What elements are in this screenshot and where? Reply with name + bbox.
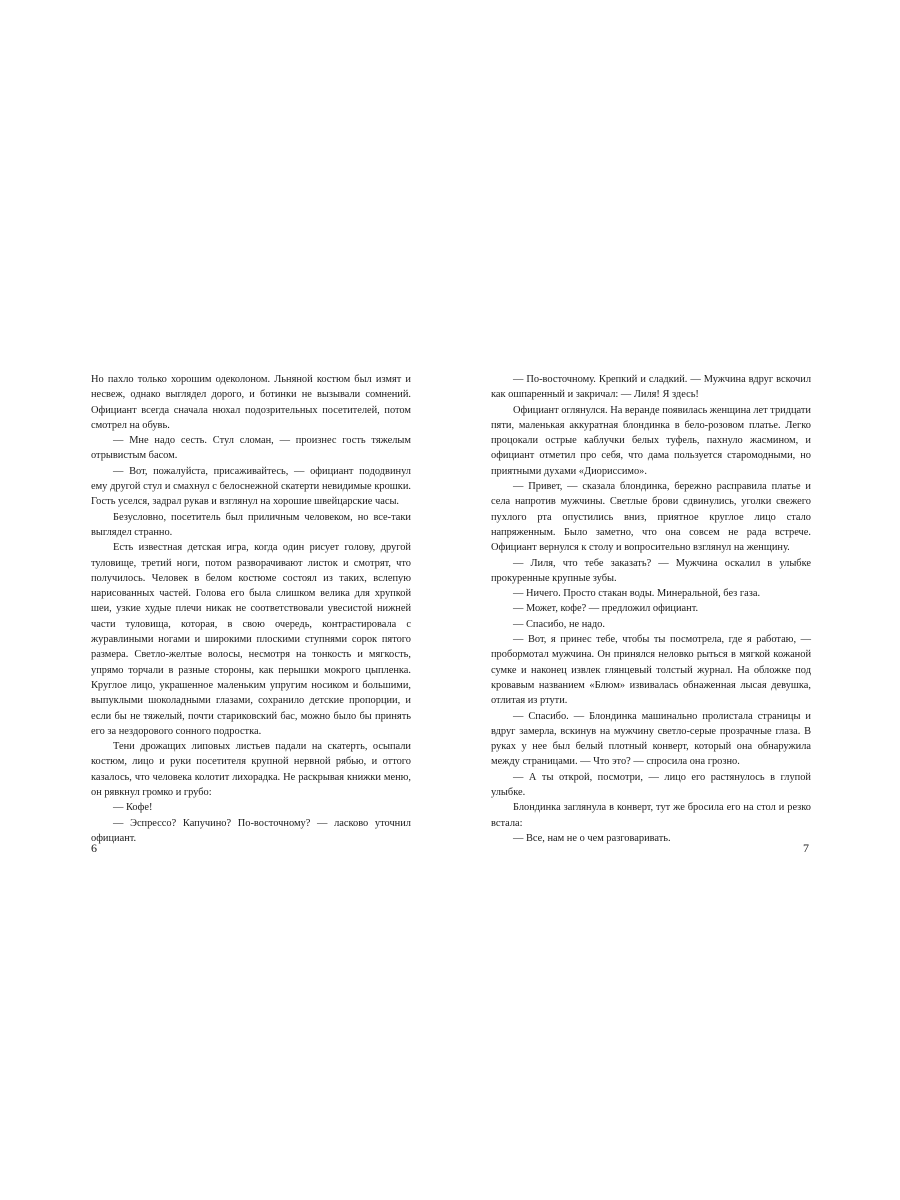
paragraph: Тени дрожащих липовых листьев падали на скатерть, осыпали костюм, лицо и руки посетителя крупной нервной рябью, и оттого казалось, что человека колотит лихорадка. Не раскрывая книжки меню, он рявкнул громко и грубо: xyxy=(91,741,411,799)
paragraph: — Кофе! xyxy=(113,802,153,814)
paragraph: — Может, кофе? — предложил официант. xyxy=(513,603,699,615)
paragraph: Есть известная детская игра, когда один рисует голову, другой туловище, третий ноги, потом разворачивают листок и смотрят, что получилось. Человек в белом костюме состоял из таких, вслепую нарисованных частей. Голова его была слишком велика для хрупкой шеи, узкие худые плечи никак не соответствовали увесистой нижней части туловища, которая, в свою очередь, контрастировала с журавлиными ногами и широкими плоскими ступнями сорок пятого размера. Светло-желтые волосы, несмотря на тонкость и мягкость, упрямо торчали в разные стороны, как перышки мокрого цыпленка. Круглое лицо, украшенное маленьким упругим носиком и большими, выпуклыми шоколадными глазами, сохранило детские пропорции, и если бы не тяжелый, почти стариковский бас, можно было бы принять его за нездорового сонного подростка. xyxy=(91,542,411,737)
paragraph: — Спасибо. — Блондинка машинально пролистала страницы и вдруг замерла, вскинув на мужчину светло-серые прозрачные глаза. В руках у нее был белый плотный конверт, который она обнаружила между страницами. — Что это? — спросила она грозно. xyxy=(491,710,811,768)
paragraph: — По-восточному. Крепкий и сладкий. — Мужчина вдруг вскочил как ошпаренный и закричал: — Лиля! Я здесь! xyxy=(491,374,811,401)
paragraph: — Спасибо, не надо. xyxy=(513,618,605,630)
paragraph: Блондинка заглянула в конверт, тут же бросила его на стол и резко встала: xyxy=(491,802,811,829)
page-number-left: 6 xyxy=(91,841,97,855)
paragraph: — Лиля, что тебе заказать? — Мужчина оскалил в улыбке прокуренные крупные зубы. xyxy=(491,557,811,584)
page-number-right: 7 xyxy=(803,841,809,855)
paragraph: — Ничего. Просто стакан воды. Минеральной, без газа. xyxy=(513,588,761,600)
right-page-text xyxy=(491,372,811,846)
paragraph: — Вот, пожалуйста, присаживайтесь, — официант пододвинул ему другой стул и смахнул с белоснежной скатерти невидимые крошки. Гость уселся, задрал рукав и взглянул на хорошие швейцарские часы. xyxy=(91,465,411,508)
paragraph: — Эспрессо? Капучино? По-восточному? — ласково уточнил официант. xyxy=(91,817,411,844)
paragraph: Официант оглянулся. На веранде появилась женщина лет тридцати пяти, маленькая аккуратная блондинка в бело-розовом платье. Легко процокали острые каблучки белых туфель, пахнуло жасмином, и официант отметил про себя, что дама пользуется старомодными, но приятными духами «Диориссимо». xyxy=(491,404,811,477)
left-page-text xyxy=(91,372,411,846)
paragraph: Безусловно, посетитель был приличным человеком, но все-таки выглядел странно. xyxy=(91,511,411,538)
paragraph: — Вот, я принес тебе, чтобы ты посмотрела, где я работаю, — пробормотал мужчина. Он принялся неловко рыться в мягкой кожаной сумке и наконец извлек глянцевый толстый журнал. На обложке под кровавым названием «Блюм» извивалась обнаженная лысая девушка, отлитая из ртути. xyxy=(491,634,811,707)
paragraph: — Все, нам не о чем разговаривать. xyxy=(513,832,671,844)
paragraph: Но пахло только хорошим одеколоном. Льняной костюм был измят и несвеж, однако выглядел дорого, и ботинки не вызывали сомнений. Официант всегда сначала нюхал подозрительных посетителей, потом смотрел на обувь. xyxy=(91,374,411,431)
paragraph: — Привет, — сказала блондинка, бережно расправила платье и села напротив мужчины. Светлые брови сдвинулись, уголки свежего пухлого рта опустились вниз, приятное круглое лицо стало напряженным. Было заметно, что она совсем не рада встрече. Официант вернулся к столу и вопросительно взглянул на женщину. xyxy=(491,481,811,554)
paragraph: — Мне надо сесть. Стул сломан, — произнес гость тяжелым отрывистым басом. xyxy=(91,435,411,462)
paragraph: — А ты открой, посмотри, — лицо его растянулось в глупой улыбке. xyxy=(491,771,811,799)
